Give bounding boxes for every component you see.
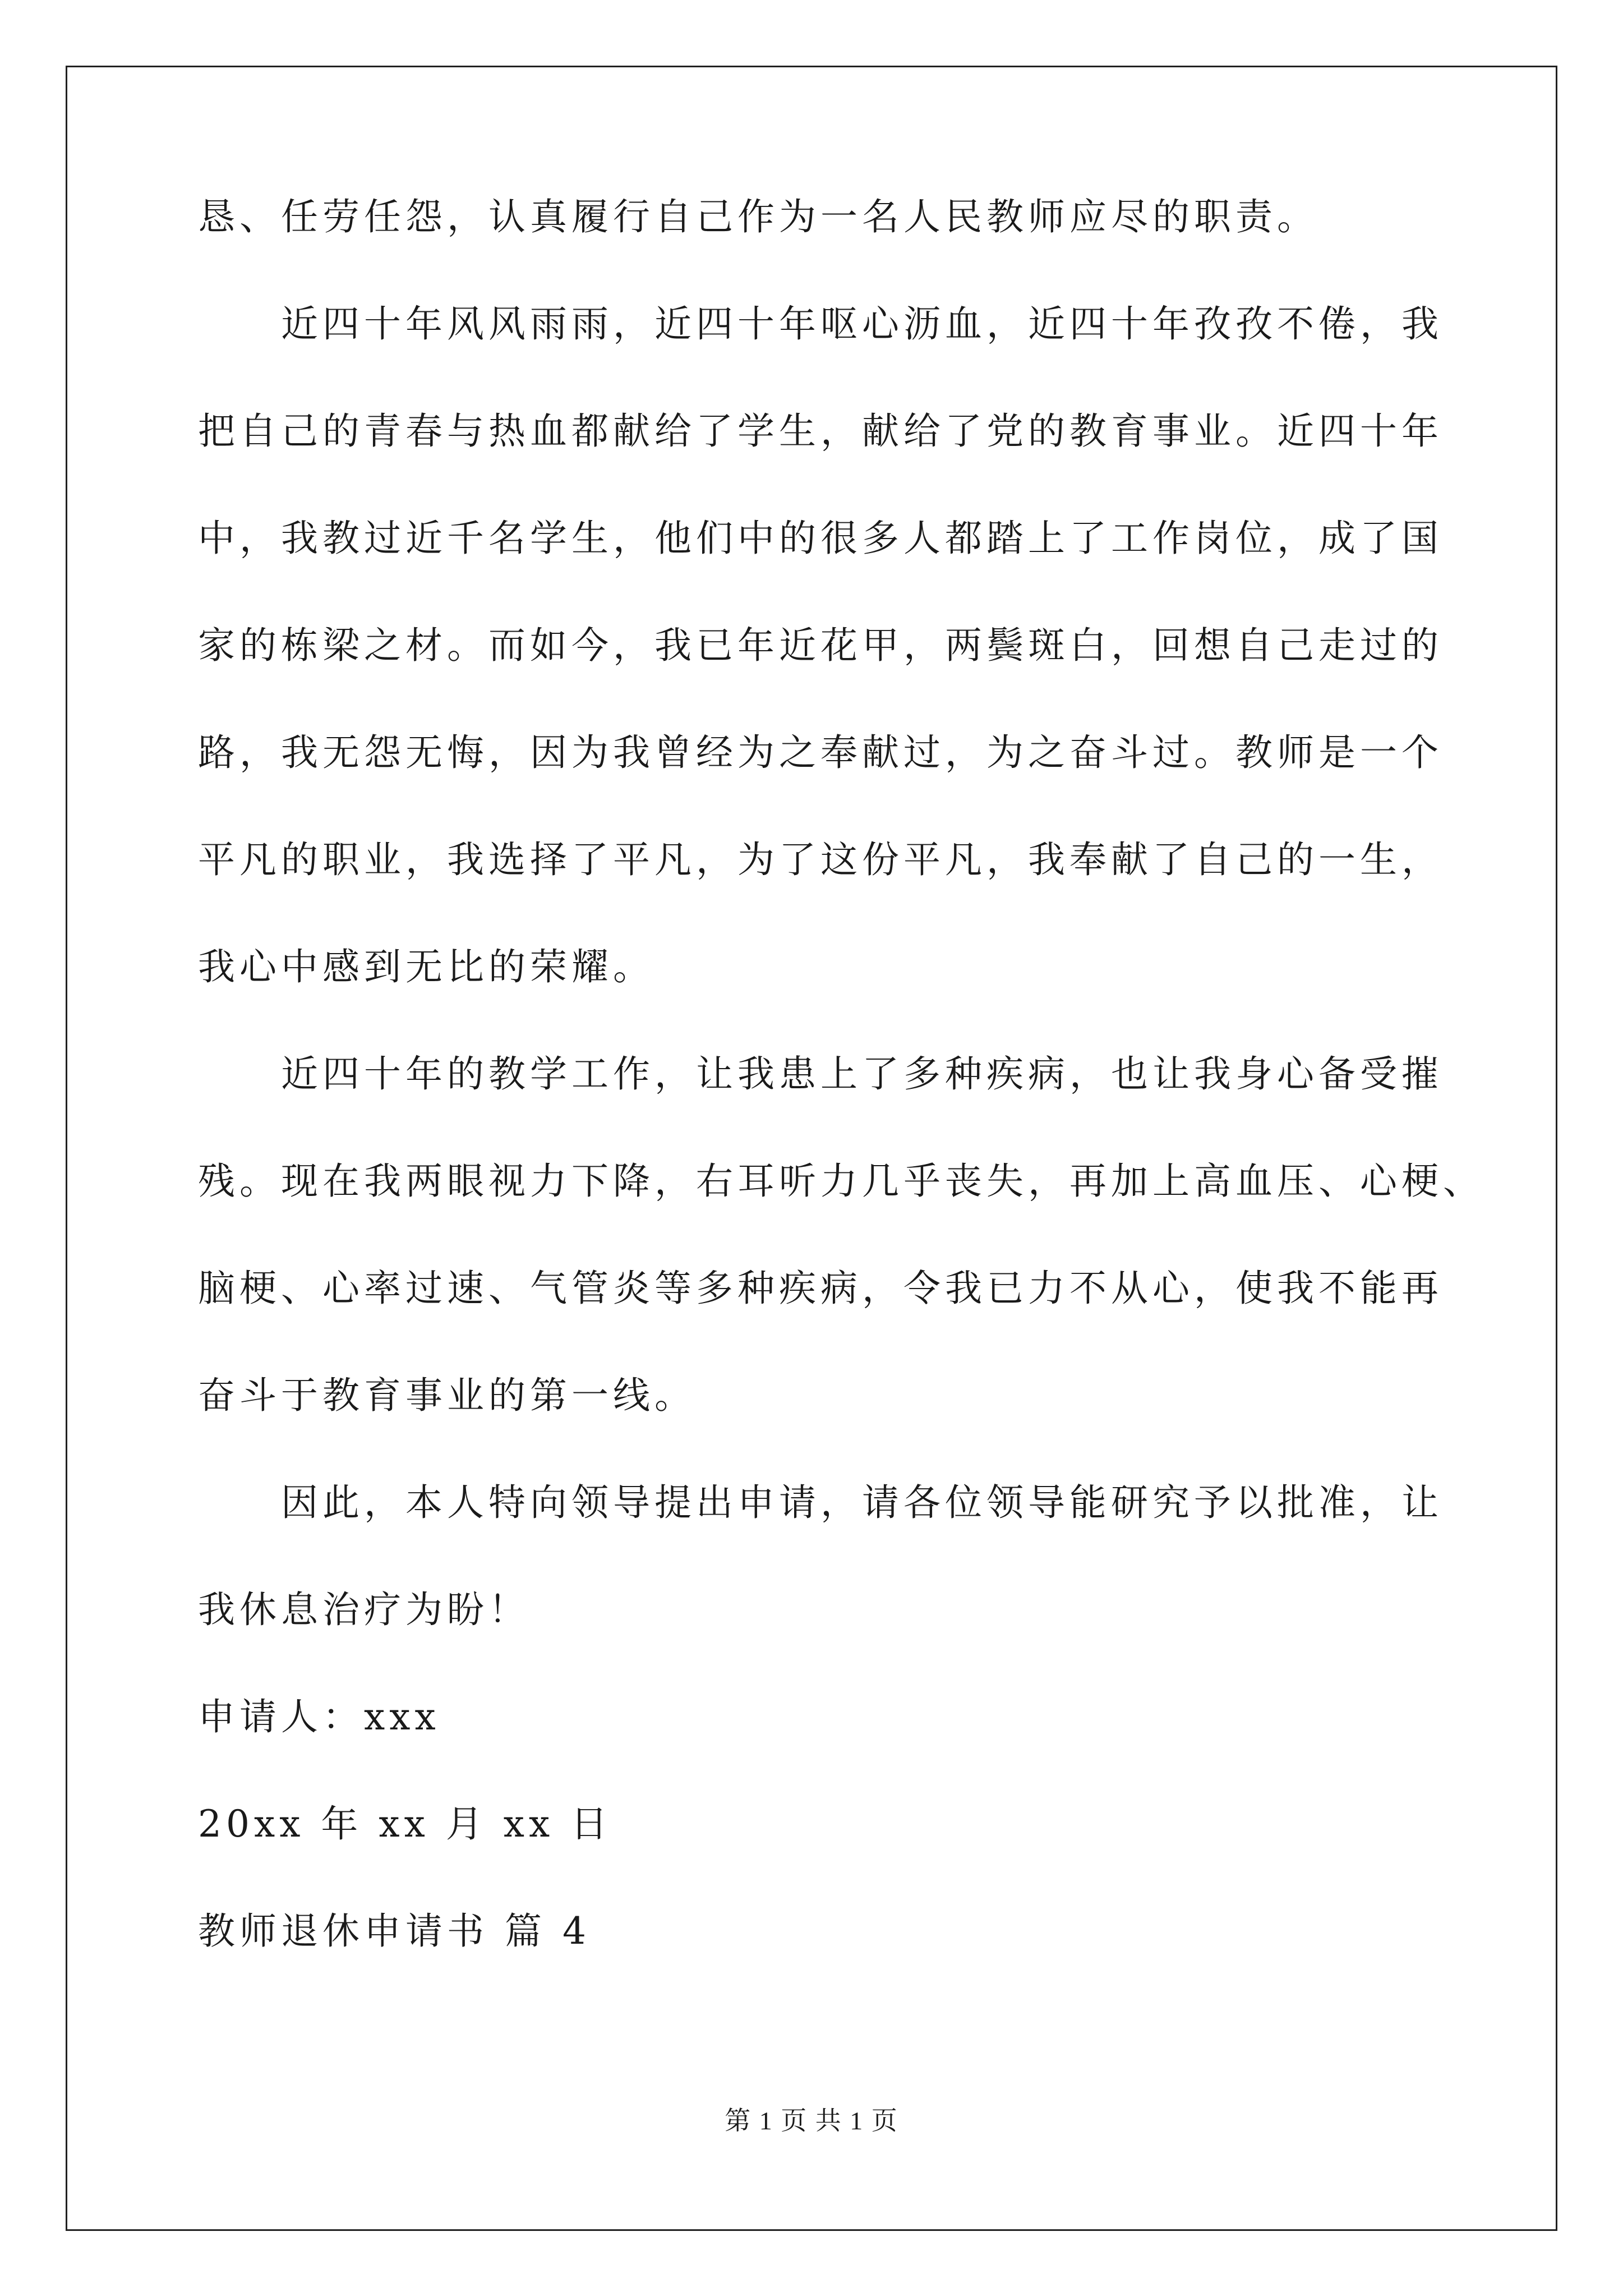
text-line: 我心中感到无比的荣耀。 xyxy=(198,945,654,988)
paragraph-start-line: 近四十年风风雨雨，近四十年呕心沥血，近四十年孜孜不倦，我 xyxy=(281,302,1443,346)
text-line: 奋斗于教育事业的第一线。 xyxy=(198,1374,696,1417)
paragraph-start-line: 因此，本人特向领导提出申请，请各位领导能研究予以批准，让 xyxy=(281,1481,1443,1524)
text-line: 恳、任劳任怨，认真履行自己作为一名人民教师应尽的职责。 xyxy=(198,195,1318,238)
applicant-line: 申请人：xxx xyxy=(198,1695,440,1738)
text-line: 家的栋梁之材。而如今，我已年近花甲，两鬓斑白，回想自己走过的 xyxy=(198,624,1443,667)
text-line: 残。现在我两眼视力下降，右耳听力几乎丧失，再加上高血压、心梗、 xyxy=(198,1159,1484,1203)
date-line: 20xx 年 xx 月 xx 日 xyxy=(198,1802,612,1846)
document-body xyxy=(198,195,1484,2020)
paragraph-start-line: 近四十年的教学工作，让我患上了多种疾病，也让我身心备受摧 xyxy=(281,1052,1443,1096)
text-line: 我休息治疗为盼！ xyxy=(198,1588,530,1631)
section-heading: 教师退休申请书 篇 4 xyxy=(198,1910,591,1953)
text-line: 脑梗、心率过速、气管炎等多种疾病，令我已力不从心，使我不能再 xyxy=(198,1267,1443,1310)
page-footer: 第 1 页 共 1 页 xyxy=(725,2106,898,2135)
text-line: 中，我教过近千名学生，他们中的很多人都踏上了工作岗位，成了国 xyxy=(198,517,1443,560)
text-line: 平凡的职业，我选择了平凡，为了这份平凡，我奉献了自己的一生， xyxy=(198,838,1443,881)
text-line: 路，我无怨无悔，因为我曾经为之奉献过，为之奋斗过。教师是一个 xyxy=(198,731,1443,774)
text-line: 把自己的青春与热血都献给了学生，献给了党的教育事业。近四十年 xyxy=(198,409,1443,453)
